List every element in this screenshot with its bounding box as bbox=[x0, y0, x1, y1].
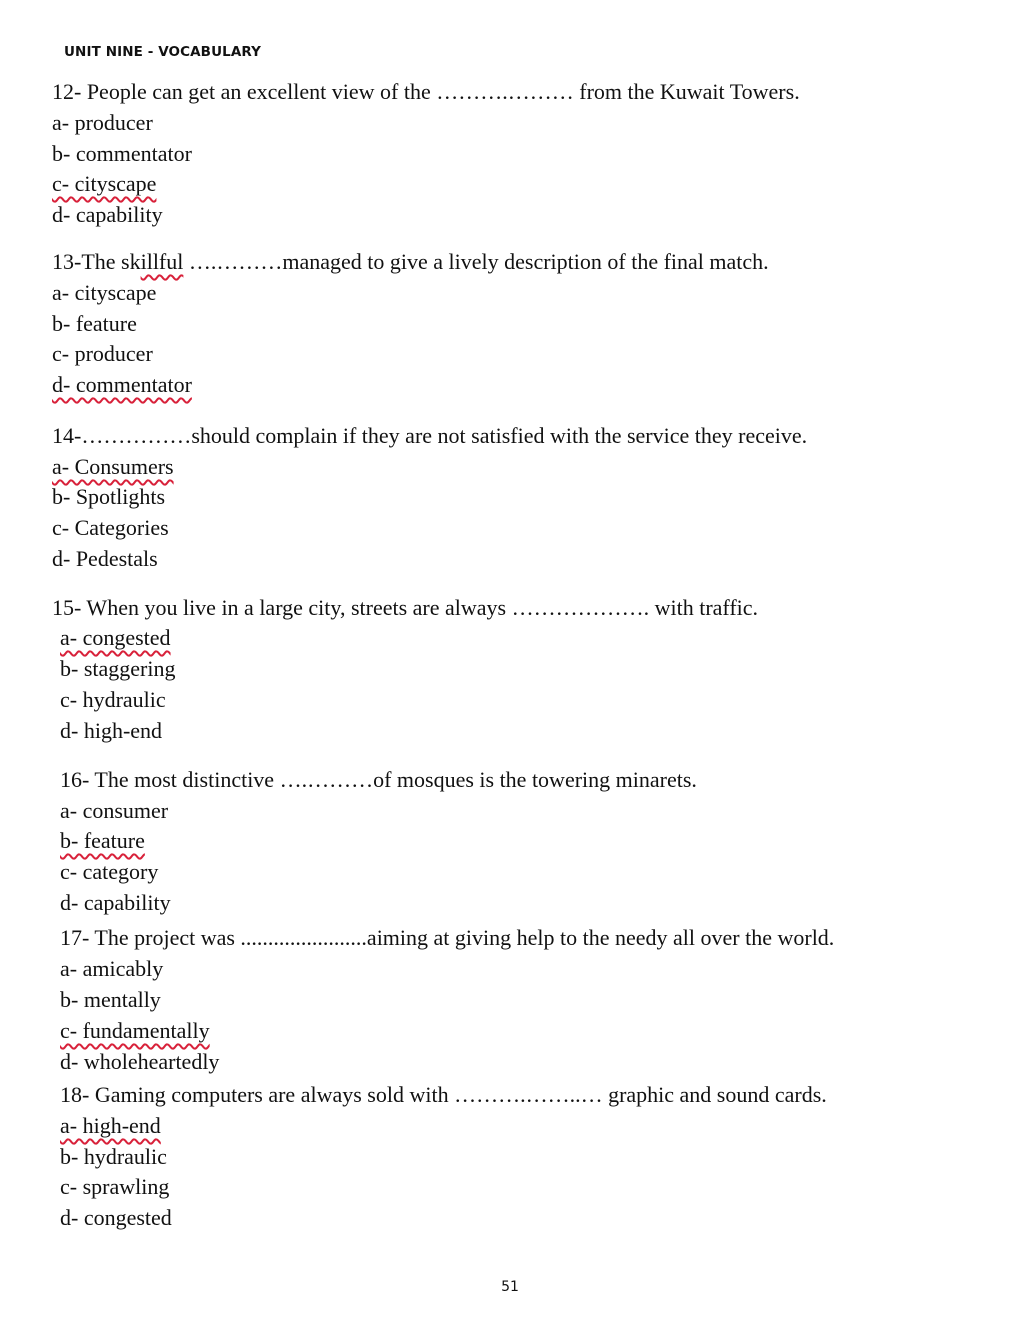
question-15-option-c: c- hydraulic bbox=[60, 687, 166, 712]
answer-underline: d- commentator bbox=[52, 372, 192, 397]
question-13-stem bbox=[52, 250, 769, 274]
stem-underlined-word: illful bbox=[140, 249, 184, 274]
question-14-stem: 14-……………should complain if they are not satisfied with the service they receive. bbox=[52, 423, 808, 448]
stem-text: 13-The sk bbox=[52, 249, 141, 274]
question-16-option-a: a- consumer bbox=[60, 798, 169, 823]
question-17-option-a: a- amicably bbox=[60, 956, 164, 981]
answer-underline: a- Consumers bbox=[52, 454, 174, 479]
question-17-option-d: d- wholeheartedly bbox=[60, 1049, 220, 1074]
question-13-option-a: a- cityscape bbox=[52, 280, 157, 305]
question-18-option-a bbox=[60, 1114, 161, 1138]
answer-underline: b- feature bbox=[60, 828, 145, 853]
question-16-option-d: d- capability bbox=[60, 890, 171, 915]
question-18-option-b: b- hydraulic bbox=[60, 1144, 167, 1169]
question-16-option-c: c- category bbox=[60, 859, 159, 884]
question-15-option-d: d- high-end bbox=[60, 718, 163, 743]
question-15-option-b: b- staggering bbox=[60, 656, 176, 681]
question-15-stem: 15- When you live in a large city, streets are always ………………. with traffic. bbox=[52, 595, 759, 620]
stem-text: ….………managed to give a lively description of the final match. bbox=[183, 249, 769, 274]
question-18-stem: 18- Gaming computers are always sold with ……….……..… graphic and sound cards. bbox=[60, 1082, 827, 1107]
question-12-stem: 12- People can get an excellent view of the ……….……… from the Kuwait Towers. bbox=[52, 79, 800, 104]
question-16-stem: 16- The most distinctive ….………of mosques is the towering minarets. bbox=[60, 767, 697, 792]
question-14-option-b: b- Spotlights bbox=[52, 484, 166, 509]
question-15-option-a bbox=[60, 626, 171, 650]
question-13-option-c: c- producer bbox=[52, 341, 153, 366]
question-16-option-b bbox=[60, 829, 145, 853]
question-12-option-c bbox=[52, 172, 156, 196]
answer-underline: c- cityscape bbox=[52, 171, 157, 196]
question-14-option-d: d- Pedestals bbox=[52, 546, 158, 571]
question-17-stem: 17- The project was .......................aiming at giving help to the needy all over the world. bbox=[60, 925, 835, 950]
question-18-option-c: c- sprawling bbox=[60, 1174, 170, 1199]
unit-header: UNIT NINE - VOCABULARY bbox=[64, 44, 262, 60]
question-17-option-b: b- mentally bbox=[60, 987, 161, 1012]
question-14-option-a bbox=[52, 455, 174, 479]
question-12-option-b: b- commentator bbox=[52, 141, 192, 166]
question-14-option-c: c- Categories bbox=[52, 515, 169, 540]
answer-underline: a- congested bbox=[60, 625, 171, 650]
question-12-option-a: a- producer bbox=[52, 110, 153, 135]
question-17-option-c bbox=[60, 1019, 210, 1043]
question-13-option-b: b- feature bbox=[52, 311, 137, 336]
page-number: 51 bbox=[501, 1279, 519, 1295]
question-12-option-d: d- capability bbox=[52, 202, 163, 227]
question-18-option-d: d- congested bbox=[60, 1205, 172, 1230]
question-13-option-d bbox=[52, 373, 192, 397]
answer-underline: a- high-end bbox=[60, 1113, 161, 1138]
answer-underline: c- fundamentally bbox=[60, 1018, 210, 1043]
